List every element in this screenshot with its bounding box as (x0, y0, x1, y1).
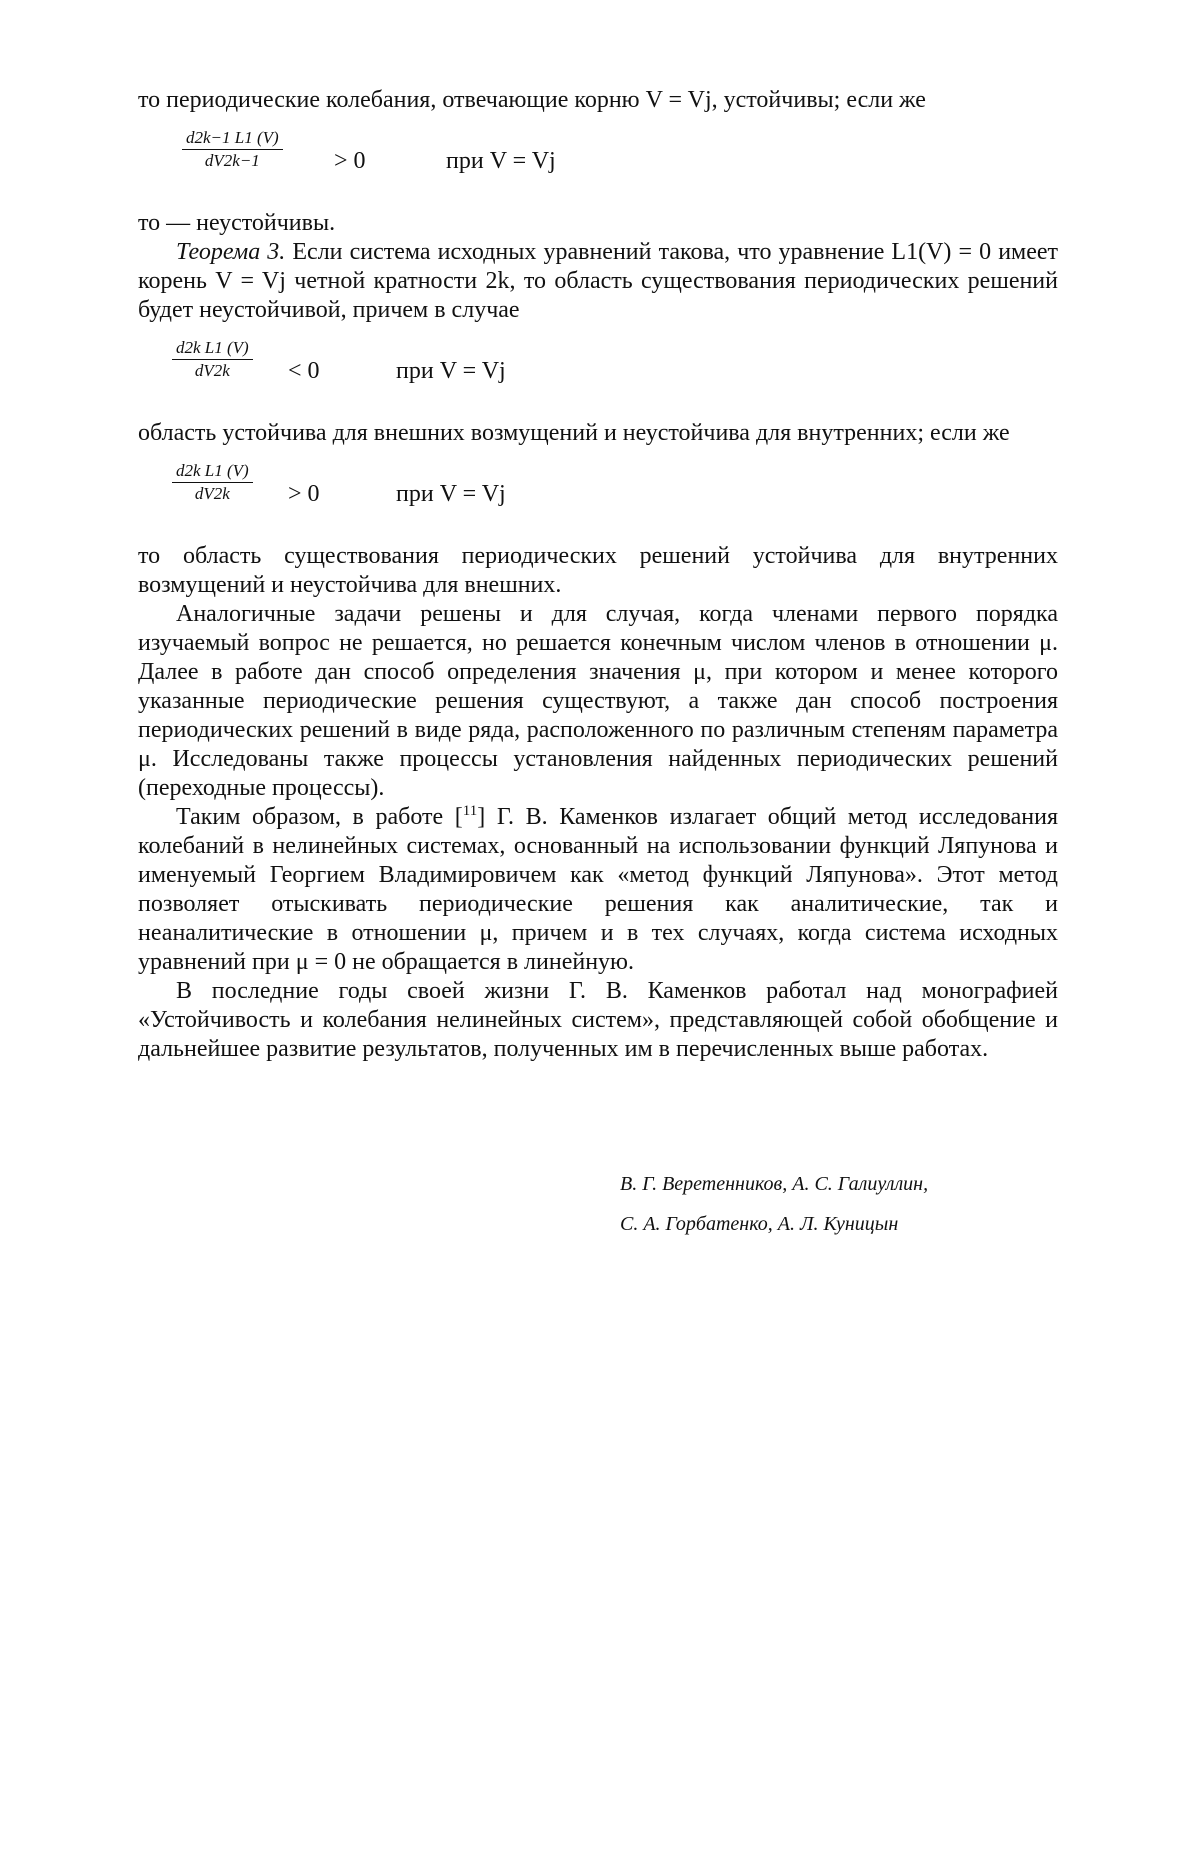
formula-1-numerator: d2k−1 L1 (V) (182, 127, 283, 150)
formula-3-numerator: d2k L1 (V) (172, 460, 253, 483)
formula-3-denominator: dV2k (194, 484, 230, 503)
paragraph-8: В последние годы своей жизни Г. В. Каменков работал над монографией «Устойчивость и колебания нелинейных систем», представляющей собой обобщение и дальнейшее развитие результатов, полученных им в перечисленных выше работах. (138, 978, 1058, 1062)
signature-line-1: В. Г. Веретенников, А. С. Галиуллин, (620, 1173, 929, 1195)
body-text (138, 86, 1058, 1064)
paragraph-7-rest: ] Г. В. Каменков излагает общий метод исследования колебаний в нелинейных системах, основанный на использовании функций Ляпунова и именуемый Георгием Владимировичем как «метод функций Ляпунова». Этот метод позволяет отыскивать периодические решения как аналитические, так и неаналитические в отношении μ, причем и в тех случаях, когда система исходных уравнений при μ = 0 не обращается в линейную. (138, 804, 1058, 975)
paragraph-5: то область существования периодических решений устойчива для внутренних возмущений и неустойчива для внешних. (138, 543, 1058, 598)
formula-1-denominator: dV2k−1 (204, 151, 260, 170)
formula-2 (138, 337, 1058, 405)
formula-2-denominator: dV2k (194, 361, 230, 380)
signature-line-2: С. А. Горбатенко, А. Л. Куницын (620, 1213, 899, 1235)
formula-1-fraction (182, 127, 283, 172)
theorem-text: Если система исходных уравнений такова, что уравнение L1(V) = 0 имеет корень V = Vj четной кратности 2k, то область существования периодических решений будет неустойчивой, причем в случае (138, 239, 1059, 323)
paragraph-3 (138, 238, 1058, 325)
formula-2-condition: при V = Vj (396, 358, 506, 384)
formula-3-fraction (172, 460, 253, 505)
formula-3-condition: при V = Vj (396, 481, 506, 507)
signature-block (620, 1164, 1060, 1244)
formula-2-relation: < 0 (288, 358, 320, 384)
formula-1-relation: > 0 (334, 148, 366, 174)
formula-3 (138, 460, 1058, 528)
formula-2-fraction (172, 337, 253, 382)
formula-2-numerator: d2k L1 (V) (172, 337, 253, 360)
paragraph-1: то периодические колебания, отвечающие корню V = Vj, устойчивы; если же (138, 87, 926, 113)
theorem-label: Теорема 3. (176, 239, 286, 265)
paragraph-6: Аналогичные задачи решены и для случая, когда членами первого порядка изучаемый вопрос не решается, но решается конечным числом членов в отношении μ. Далее в работе дан способ определения значения μ, при котором и менее которого указанные периодические решения существуют, а также дан способ построения периодических решений в виде ряда, расположенного по различным степеням параметра μ. Исследованы также процессы установления найденных периодических решений (переходные процессы). (138, 601, 1058, 801)
paragraph-7 (138, 803, 1058, 977)
reference-number: 11 (462, 803, 478, 819)
paragraph-2: то — неустойчивы. (138, 210, 336, 236)
paragraph-4: область устойчива для внешних возмущений и неустойчива для внутренних; если же (138, 420, 1010, 446)
paragraph-7-start: Таким образом, в работе [ (176, 804, 463, 830)
formula-3-relation: > 0 (288, 481, 320, 507)
formula-1 (138, 127, 1058, 195)
formula-1-condition: при V = Vj (446, 148, 556, 174)
